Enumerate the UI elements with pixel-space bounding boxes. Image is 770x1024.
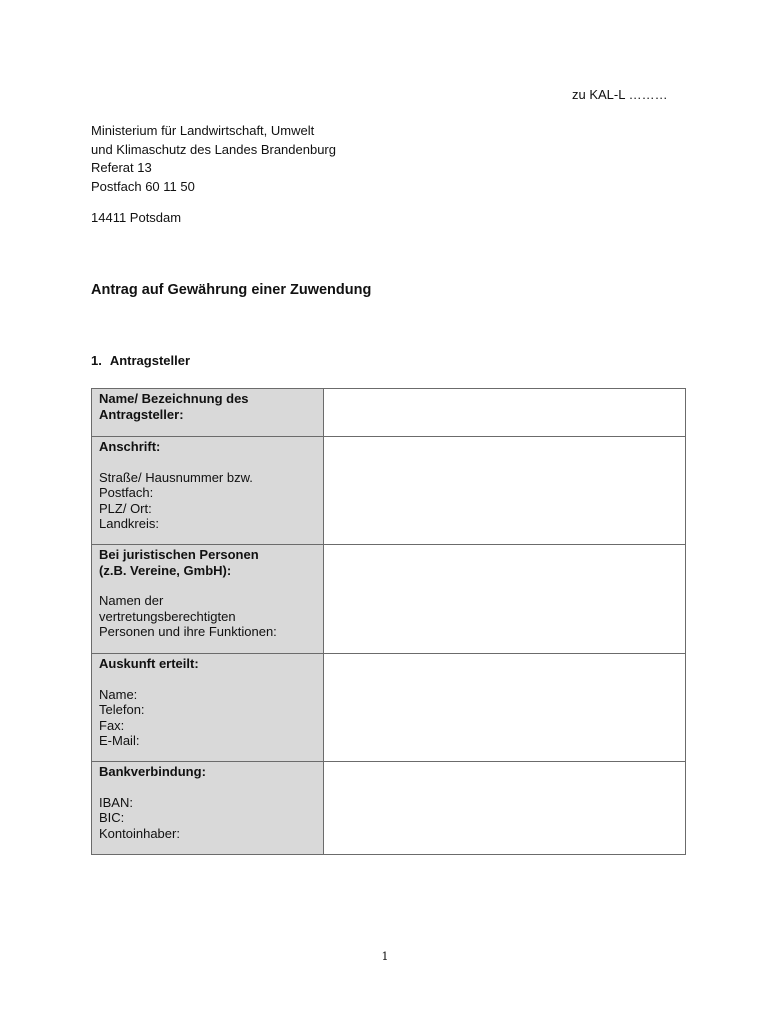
label-heading: Name/ Bezeichnung des — [99, 391, 249, 406]
table-row — [92, 762, 686, 855]
address-field[interactable] — [324, 437, 686, 545]
row-label — [92, 437, 324, 545]
applicant-name-field[interactable] — [324, 389, 686, 437]
table-row — [92, 437, 686, 545]
label-heading: Bankverbindung: — [99, 764, 206, 779]
row-label — [92, 545, 324, 654]
legal-representatives-field[interactable] — [324, 545, 686, 654]
contact-field[interactable] — [324, 654, 686, 762]
recipient-address — [91, 122, 336, 196]
label-line: Kontoinhaber: — [99, 825, 180, 841]
label-line: Name: — [99, 686, 138, 702]
section-heading — [91, 353, 190, 368]
row-label — [92, 654, 324, 762]
label-heading: Bei juristischen Personen — [99, 547, 259, 562]
section-title: Antragsteller — [109, 353, 191, 368]
section-number: 1. — [91, 353, 102, 368]
label-line: vertretungsberechtigten — [99, 608, 236, 624]
row-label — [92, 389, 324, 437]
table-row — [92, 654, 686, 762]
label-line: Straße/ Hausnummer bzw. — [99, 469, 253, 485]
label-heading: Anschrift: — [99, 439, 161, 454]
recipient-line: Postfach 60 11 50 — [91, 178, 195, 194]
label-line: Postfach: — [99, 485, 154, 500]
label-line: IBAN: — [99, 794, 133, 810]
recipient-line: Ministerium für Landwirtschaft, Umwelt — [91, 123, 315, 138]
label-heading: Antragsteller: — [99, 406, 184, 422]
label-line: Fax: — [99, 717, 125, 733]
label-heading: Auskunft erteilt: — [99, 656, 199, 671]
label-line: Telefon: — [99, 702, 145, 717]
reference-number: zu KAL-L ……… — [572, 87, 668, 102]
table-row — [92, 545, 686, 654]
table-row — [92, 389, 686, 437]
page-number: 1 — [381, 950, 389, 963]
label-line: Namen der — [99, 593, 164, 608]
label-line: Personen und ihre Funktionen: — [99, 624, 277, 639]
applicant-table — [91, 388, 686, 855]
label-line: E-Mail: — [99, 733, 140, 748]
label-line: PLZ/ Ort: — [99, 500, 152, 516]
recipient-line: und Klimaschutz des Landes Brandenburg — [91, 141, 336, 157]
label-line: Landkreis: — [99, 516, 159, 531]
recipient-city: 14411 Potsdam — [91, 210, 182, 225]
label-line: BIC: — [99, 810, 125, 825]
recipient-line: Referat 13 — [91, 160, 152, 175]
label-heading: (z.B. Vereine, GmbH): — [99, 562, 232, 578]
document-title: Antrag auf Gewährung einer Zuwendung — [91, 282, 372, 298]
bank-details-field[interactable] — [324, 762, 686, 855]
row-label — [92, 762, 324, 855]
